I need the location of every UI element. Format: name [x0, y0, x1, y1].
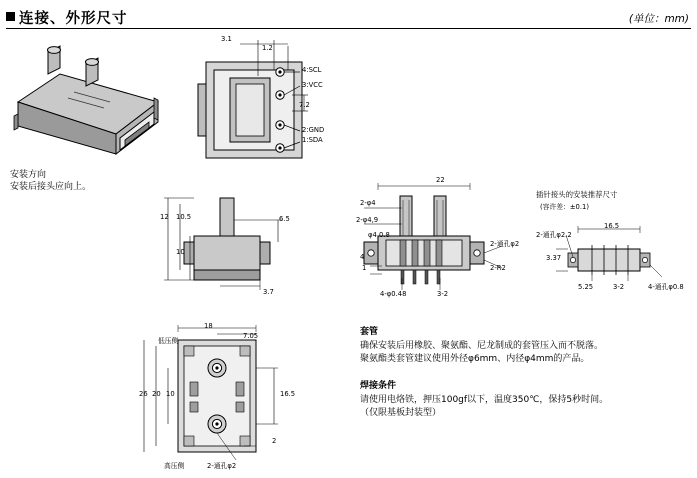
pin-header-sub: (容许差：±0.1): [540, 203, 589, 211]
sleeve-note-title: 套管: [360, 327, 379, 337]
top-dim-7-2: 7.2: [299, 101, 310, 109]
sleeve-note-line2: 聚氨酯类套管建议使用外径φ6mm、内径φ4mm的产品。: [360, 354, 590, 364]
solder-note-line1: 请使用电烙铁，押压100gf以下，温度350℃，保持5秒时间。: [360, 395, 609, 405]
bottom-dim-10: 10: [166, 390, 175, 398]
front-dim-1: 1: [362, 264, 367, 272]
page-title: 连接、外形尺寸: [19, 11, 128, 27]
pin-header-title: 插针接头的安装推荐尺寸: [536, 190, 618, 199]
front-dim-2-r2: 2-R2: [490, 264, 506, 272]
bottom-dim-26: 26: [139, 390, 148, 398]
bottom-dim-20: 20: [152, 390, 161, 398]
unit-note: (单位：mm): [628, 13, 689, 25]
pin-rec-dim-5-25: 5.25: [578, 283, 594, 291]
top-dim-3-1: 3.1: [221, 35, 232, 43]
front-dim-3-2: 3-2: [437, 290, 449, 298]
section-header: [6, 6, 691, 32]
side-dim-3-7: 3.7: [263, 288, 274, 296]
bottom-dim-18: 18: [204, 322, 213, 330]
pin-label-3-vcc: 3:VCC: [302, 81, 323, 89]
side-dim-10: 10: [176, 248, 185, 256]
front-dim-phi4-0-8: φ4,0.8: [368, 231, 390, 239]
pin-rec-dim-16-5: 16.5: [604, 222, 620, 230]
top-dim-1-2: 1.2: [262, 44, 273, 52]
front-dim-4: 4: [360, 253, 365, 261]
solder-note-line2: （仅限基板封装型）: [360, 408, 442, 418]
header-divider: [6, 28, 691, 29]
front-dim-4-phi0-48: 4-φ0.48: [380, 290, 407, 298]
bottom-dim-7-05: 7.05: [243, 332, 259, 340]
pin-label-2-gnd: 2:GND: [302, 126, 325, 134]
mount-direction-line1: 安装方向: [10, 170, 47, 180]
front-dim-2-through-phi2: 2-通孔φ2: [490, 240, 520, 248]
mount-direction-line2: 安装后接头应向上。: [10, 182, 92, 192]
isometric-sensor-view: [8, 42, 178, 162]
pin-rec-dim-4-through-phi0-8: 4-通孔φ0.8: [648, 283, 684, 291]
bottom-label-high-pressure: 高压侧: [164, 462, 185, 470]
pin-rec-dim-3-2: 3-2: [613, 283, 625, 291]
filled-square-bullet-icon: [6, 12, 15, 21]
pin-label-1-sda: 1:SDA: [302, 136, 323, 144]
bottom-dim-16-5: 16.5: [280, 390, 296, 398]
pin-rec-dim-3-37: 3.37: [546, 254, 562, 262]
bottom-label-low-pressure: 低压侧: [158, 337, 179, 345]
pin-label-4-scl: 4:SCL: [302, 66, 322, 74]
bottom-dim-2: 2: [272, 437, 277, 445]
front-dim-2-phi4: 2-φ4: [360, 199, 376, 207]
top-view-drawing: [196, 48, 346, 178]
solder-note-title: 焊接条件: [360, 381, 397, 391]
sleeve-note-line1: 确保安装后用橡胶、聚氨酯、尼龙制成的套管压入而不脱落。: [360, 341, 604, 351]
pin-rec-dim-2-through-phi2-2: 2-通孔φ2.2: [536, 231, 572, 239]
side-dim-6-5: 6.5: [279, 215, 290, 223]
bottom-dim-2-through-phi2: 2-通孔φ2: [207, 462, 237, 470]
side-dim-12: 12: [160, 213, 169, 221]
front-dim-22: 22: [436, 176, 445, 184]
front-dim-2-phi4-9: 2-φ4,9: [356, 216, 379, 224]
side-dim-10-5: 10.5: [176, 213, 192, 221]
